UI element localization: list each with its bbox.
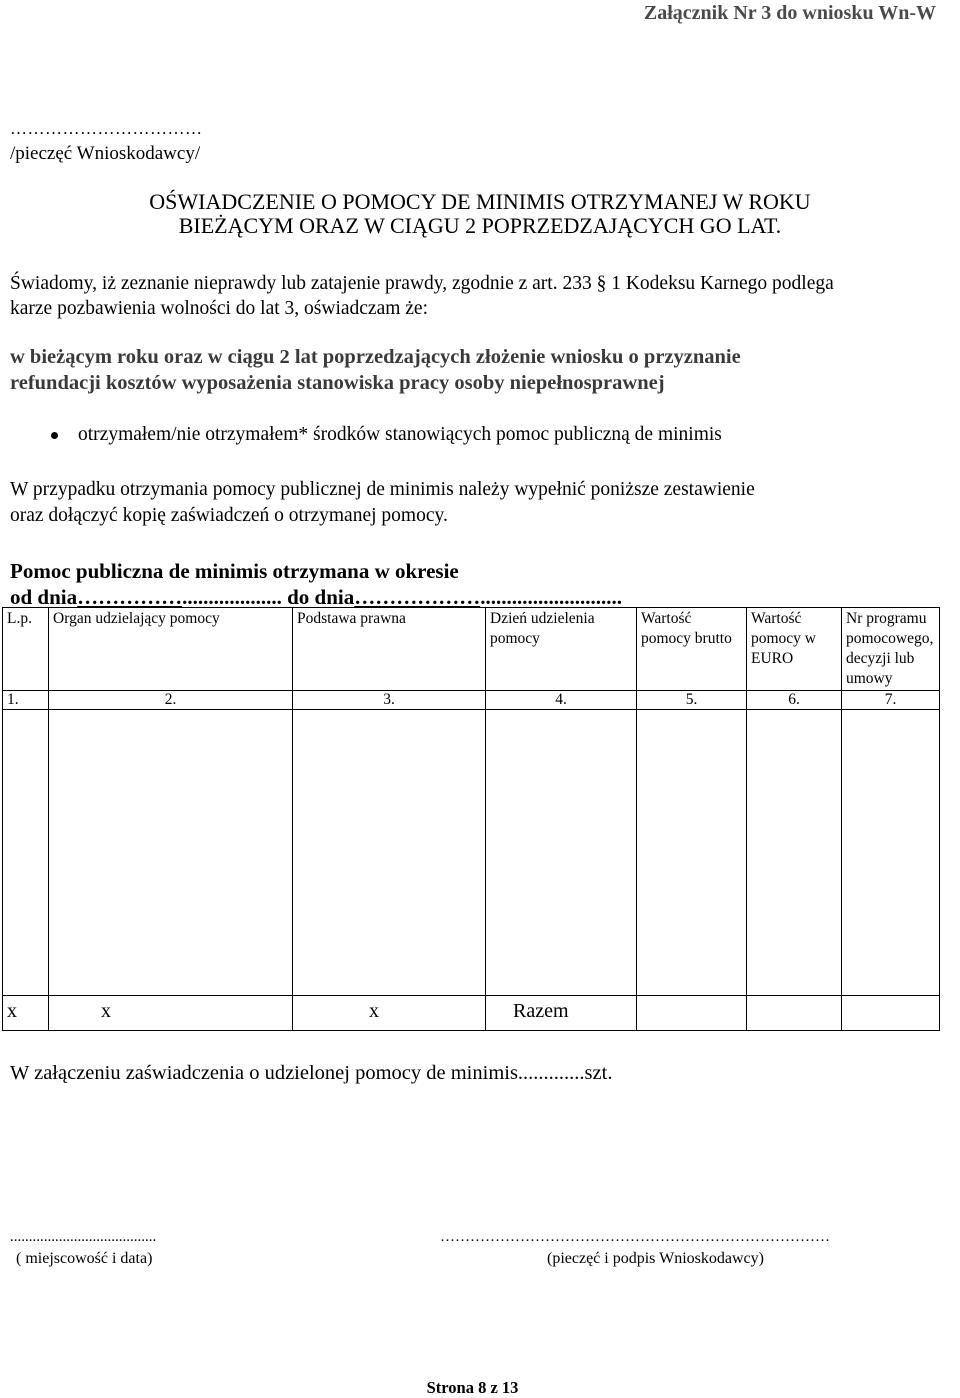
- statement-line1: Świadomy, iż zeznanie nieprawdy lub zatajenie prawdy, zgodnie z art. 233 § 1 Kodeksu Karnego podlega: [10, 273, 834, 294]
- from-label: od dnia: [10, 585, 78, 609]
- entry-cell[interactable]: [3, 710, 49, 996]
- period-heading: Pomoc publiczna de minimis otrzymana w okresie: [10, 559, 459, 583]
- place-date-label: ( miejscowość i data): [16, 1250, 153, 1267]
- entry-cell[interactable]: [637, 710, 747, 996]
- attachment-count-line: W załączeniu zaświadczenia o udzielonej pomocy de minimis.............szt.: [10, 1062, 613, 1084]
- table-header-row: [3, 608, 940, 691]
- document-title-line2: BIEŻĄCYM ORAZ W CIĄGU 2 POPRZEDZAJĄCYCH GO LAT.: [178, 213, 782, 238]
- number-cell: 6.: [747, 691, 842, 710]
- sum-cell[interactable]: [637, 996, 747, 1031]
- sum-cell: x: [293, 996, 486, 1031]
- signature-label: (pieczęć i podpis Wnioskodawcy): [547, 1250, 764, 1267]
- stamp-label: /pieczęć Wnioskodawcy/: [10, 143, 201, 164]
- from-date-field[interactable]: ……………: [77, 585, 183, 609]
- bullet-icon: [51, 432, 58, 439]
- sum-cell[interactable]: [842, 996, 940, 1031]
- page-number: Strona 8 z 13: [426, 1378, 519, 1397]
- header-cell: Organ udzielający pomocy: [49, 608, 293, 691]
- bold-statement-line1: w bieżącym roku oraz w ciągu 2 lat poprzedzających złożenie wniosku o przyznanie: [10, 346, 741, 368]
- signature-field[interactable]: ……………………………………………………………………: [440, 1229, 830, 1245]
- table-sum-row: [3, 996, 940, 1031]
- sum-cell: x: [3, 996, 49, 1031]
- entry-cell[interactable]: [293, 710, 486, 996]
- header-cell: Wartość pomocy w EURO: [747, 608, 842, 691]
- document-title-line1: OŚWIADCZENIE O POMOCY DE MINIMIS OTRZYMANEJ W ROKU: [149, 189, 811, 214]
- number-cell: 1.: [3, 691, 49, 710]
- header-cell: Wartość pomocy brutto: [637, 608, 747, 691]
- header-cell: Dzień udzielenia pomocy: [486, 608, 637, 691]
- sum-cell: x: [49, 996, 293, 1031]
- number-cell: 7.: [842, 691, 940, 710]
- header-cell: L.p.: [3, 608, 49, 691]
- from-date-dots: ...................: [182, 585, 282, 609]
- aid-table: [2, 607, 940, 1031]
- to-date-dots: ...........................: [480, 585, 622, 609]
- bold-statement-line2: refundacji kosztów wyposażenia stanowiska pracy osoby niepełnosprawnej: [10, 372, 665, 394]
- sum-total-label: Razem: [486, 996, 637, 1031]
- entry-cell[interactable]: [842, 710, 940, 996]
- table-number-row: [3, 691, 940, 710]
- stamp-dots: ……………………………: [10, 119, 203, 138]
- aid-received-option[interactable]: otrzymałem/nie otrzymałem* środków stanowiących pomoc publiczną de minimis: [78, 424, 722, 445]
- header-cell: Nr programu pomocowego, decyzji lub umowy: [842, 608, 940, 691]
- entry-cell[interactable]: [49, 710, 293, 996]
- sum-cell[interactable]: [747, 996, 842, 1031]
- number-cell: 2.: [49, 691, 293, 710]
- statement-line2: karze pozbawienia wolności do lat 3, oświadczam że:: [10, 298, 429, 319]
- number-cell: 5.: [637, 691, 747, 710]
- instruction-line1: W przypadku otrzymania pomocy publicznej de minimis należy wypełnić poniższe zestawienie: [10, 479, 755, 500]
- number-cell: 4.: [486, 691, 637, 710]
- place-date-field[interactable]: .......................................: [10, 1229, 157, 1245]
- attachment-header: Załącznik Nr 3 do wniosku Wn-W: [643, 2, 936, 24]
- number-cell: 3.: [293, 691, 486, 710]
- table-entry-row: [3, 710, 940, 996]
- to-label: do dnia: [281, 585, 355, 609]
- entry-cell[interactable]: [486, 710, 637, 996]
- entry-cell[interactable]: [747, 710, 842, 996]
- to-date-field[interactable]: ………………: [354, 585, 481, 609]
- instruction-line2: oraz dołączyć kopię zaświadczeń o otrzymanej pomocy.: [10, 505, 448, 526]
- header-cell: Podstawa prawna: [293, 608, 486, 691]
